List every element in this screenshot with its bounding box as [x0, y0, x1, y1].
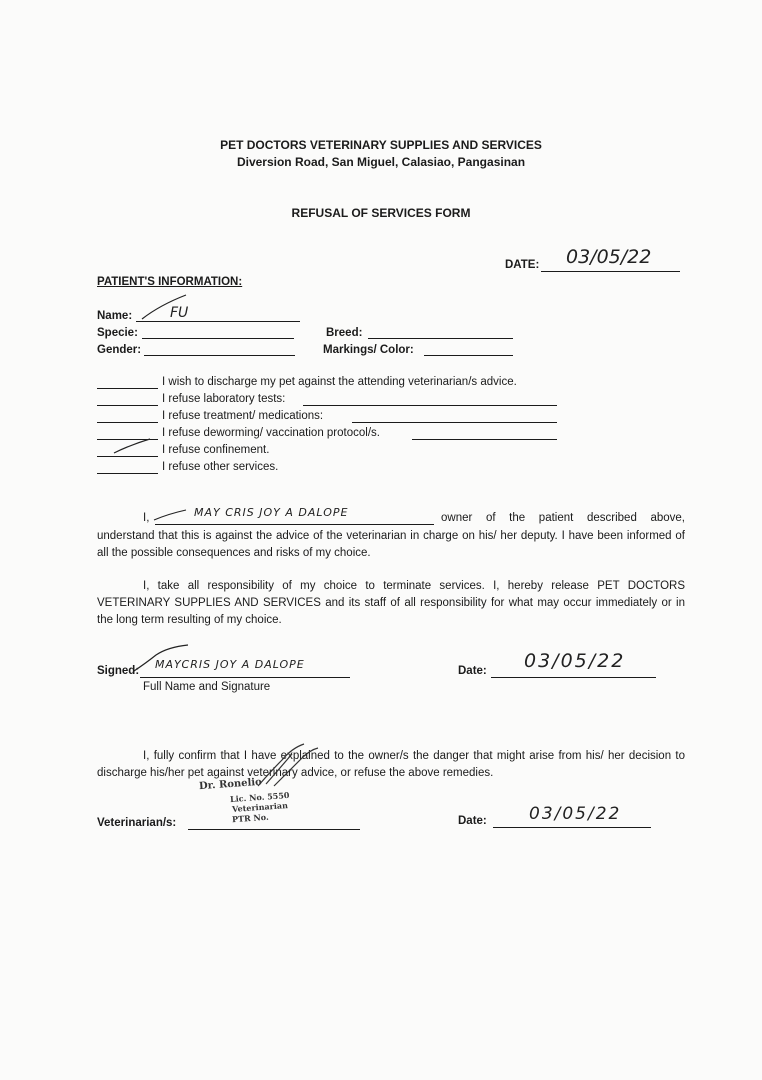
owner-name-value[interactable]: MAY CRIS JOY A DALOPE	[194, 506, 349, 519]
markings-label: Markings/ Color:	[323, 344, 414, 356]
vet-label: Veterinarian/s:	[97, 817, 177, 829]
responsibility-text: I, take all responsibility of my choice to terminate services. I, hereby release PET DOCTORS VETERINARY SUPPLIES AND SERVICES and its staff of all responsibility for what may occur immediately or in the long term resulting of my choice.	[97, 580, 685, 626]
lab-tests-line[interactable]	[303, 405, 557, 406]
stamp-license: Lic. No. 5550	[229, 789, 290, 805]
stamp-name: Dr. Ronelio	[198, 776, 263, 793]
checklist-item: I refuse other services.	[162, 461, 279, 473]
date-line	[541, 271, 680, 272]
stamp-ptr: PTR No.	[231, 811, 270, 825]
vet-signature-line[interactable]	[188, 829, 360, 830]
breed-line[interactable]	[368, 338, 513, 339]
vet-signature-scribble	[252, 740, 322, 790]
specie-line[interactable]	[142, 338, 294, 339]
date-value[interactable]: 03/05/22	[566, 246, 652, 268]
checklist-blank[interactable]	[97, 405, 158, 406]
vet-date-line	[493, 827, 651, 828]
statement-text: understand that this is against the advice of the veterinarian in charge on his/ her deputy. I have been informed of all the possible consequences and risks of my choice.	[97, 530, 685, 559]
date-label: DATE:	[505, 259, 540, 271]
owner-date-label: Date:	[458, 665, 487, 677]
checklist-item: I refuse treatment/ medications:	[162, 410, 324, 422]
stamp-role: Veterinarian	[231, 800, 289, 814]
company-name: PET DOCTORS VETERINARY SUPPLIES AND SERVICES	[220, 138, 542, 152]
name-value[interactable]: FU	[170, 305, 189, 321]
signed-label: Signed:	[97, 665, 140, 677]
checklist-blank[interactable]	[97, 388, 158, 389]
gender-label: Gender:	[97, 344, 142, 356]
form-title: REFUSAL OF SERVICES FORM	[291, 206, 471, 220]
checklist-blank[interactable]	[97, 473, 158, 474]
owner-date-line	[491, 677, 656, 678]
deworming-line[interactable]	[412, 439, 557, 440]
checklist-item: I refuse confinement.	[162, 444, 270, 456]
vet-date-value[interactable]: 03/05/22	[529, 804, 622, 824]
owner-signature-line	[140, 677, 350, 678]
statement-prefix: I,	[143, 512, 150, 524]
signature-caption: Full Name and Signature	[143, 681, 271, 693]
name-label: Name:	[97, 310, 133, 322]
checklist-blank[interactable]	[97, 422, 158, 423]
checklist-item: I refuse deworming/ vaccination protocol/s.	[162, 427, 380, 439]
checklist-item: I wish to discharge my pet against the attending veterinarian/s advice.	[162, 376, 517, 388]
name-scribble	[140, 293, 190, 321]
owner-signature-scribble	[132, 645, 192, 675]
patient-info-heading: PATIENT'S INFORMATION:	[97, 276, 243, 288]
vet-date-label: Date:	[458, 815, 487, 827]
markings-line[interactable]	[424, 355, 513, 356]
owner-name-scribble	[152, 508, 188, 522]
checklist-blank[interactable]	[97, 456, 158, 457]
name-line	[136, 321, 300, 322]
owner-signature-value[interactable]: MAYCRIS JOY A DALOPE	[155, 658, 305, 671]
specie-label: Specie:	[97, 327, 138, 339]
treatment-line[interactable]	[352, 422, 557, 423]
deworming-check-mark	[112, 437, 152, 457]
owner-name-line	[155, 524, 434, 525]
gender-line[interactable]	[144, 355, 295, 356]
checklist-item: I refuse laboratory tests:	[162, 393, 286, 405]
confirmation-text: I, fully confirm that I have explained to the owner/s the danger that might arise from his/ her decision to discharge his/her pet against veterinary advice, or refuse the above remedies.	[97, 750, 685, 779]
company-address: Diversion Road, San Miguel, Calasiao, Pangasinan	[236, 155, 526, 169]
breed-label: Breed:	[326, 327, 363, 339]
owner-date-value[interactable]: 03/05/22	[524, 650, 626, 672]
statement-after-name: owner of the patient described above,	[441, 512, 685, 524]
